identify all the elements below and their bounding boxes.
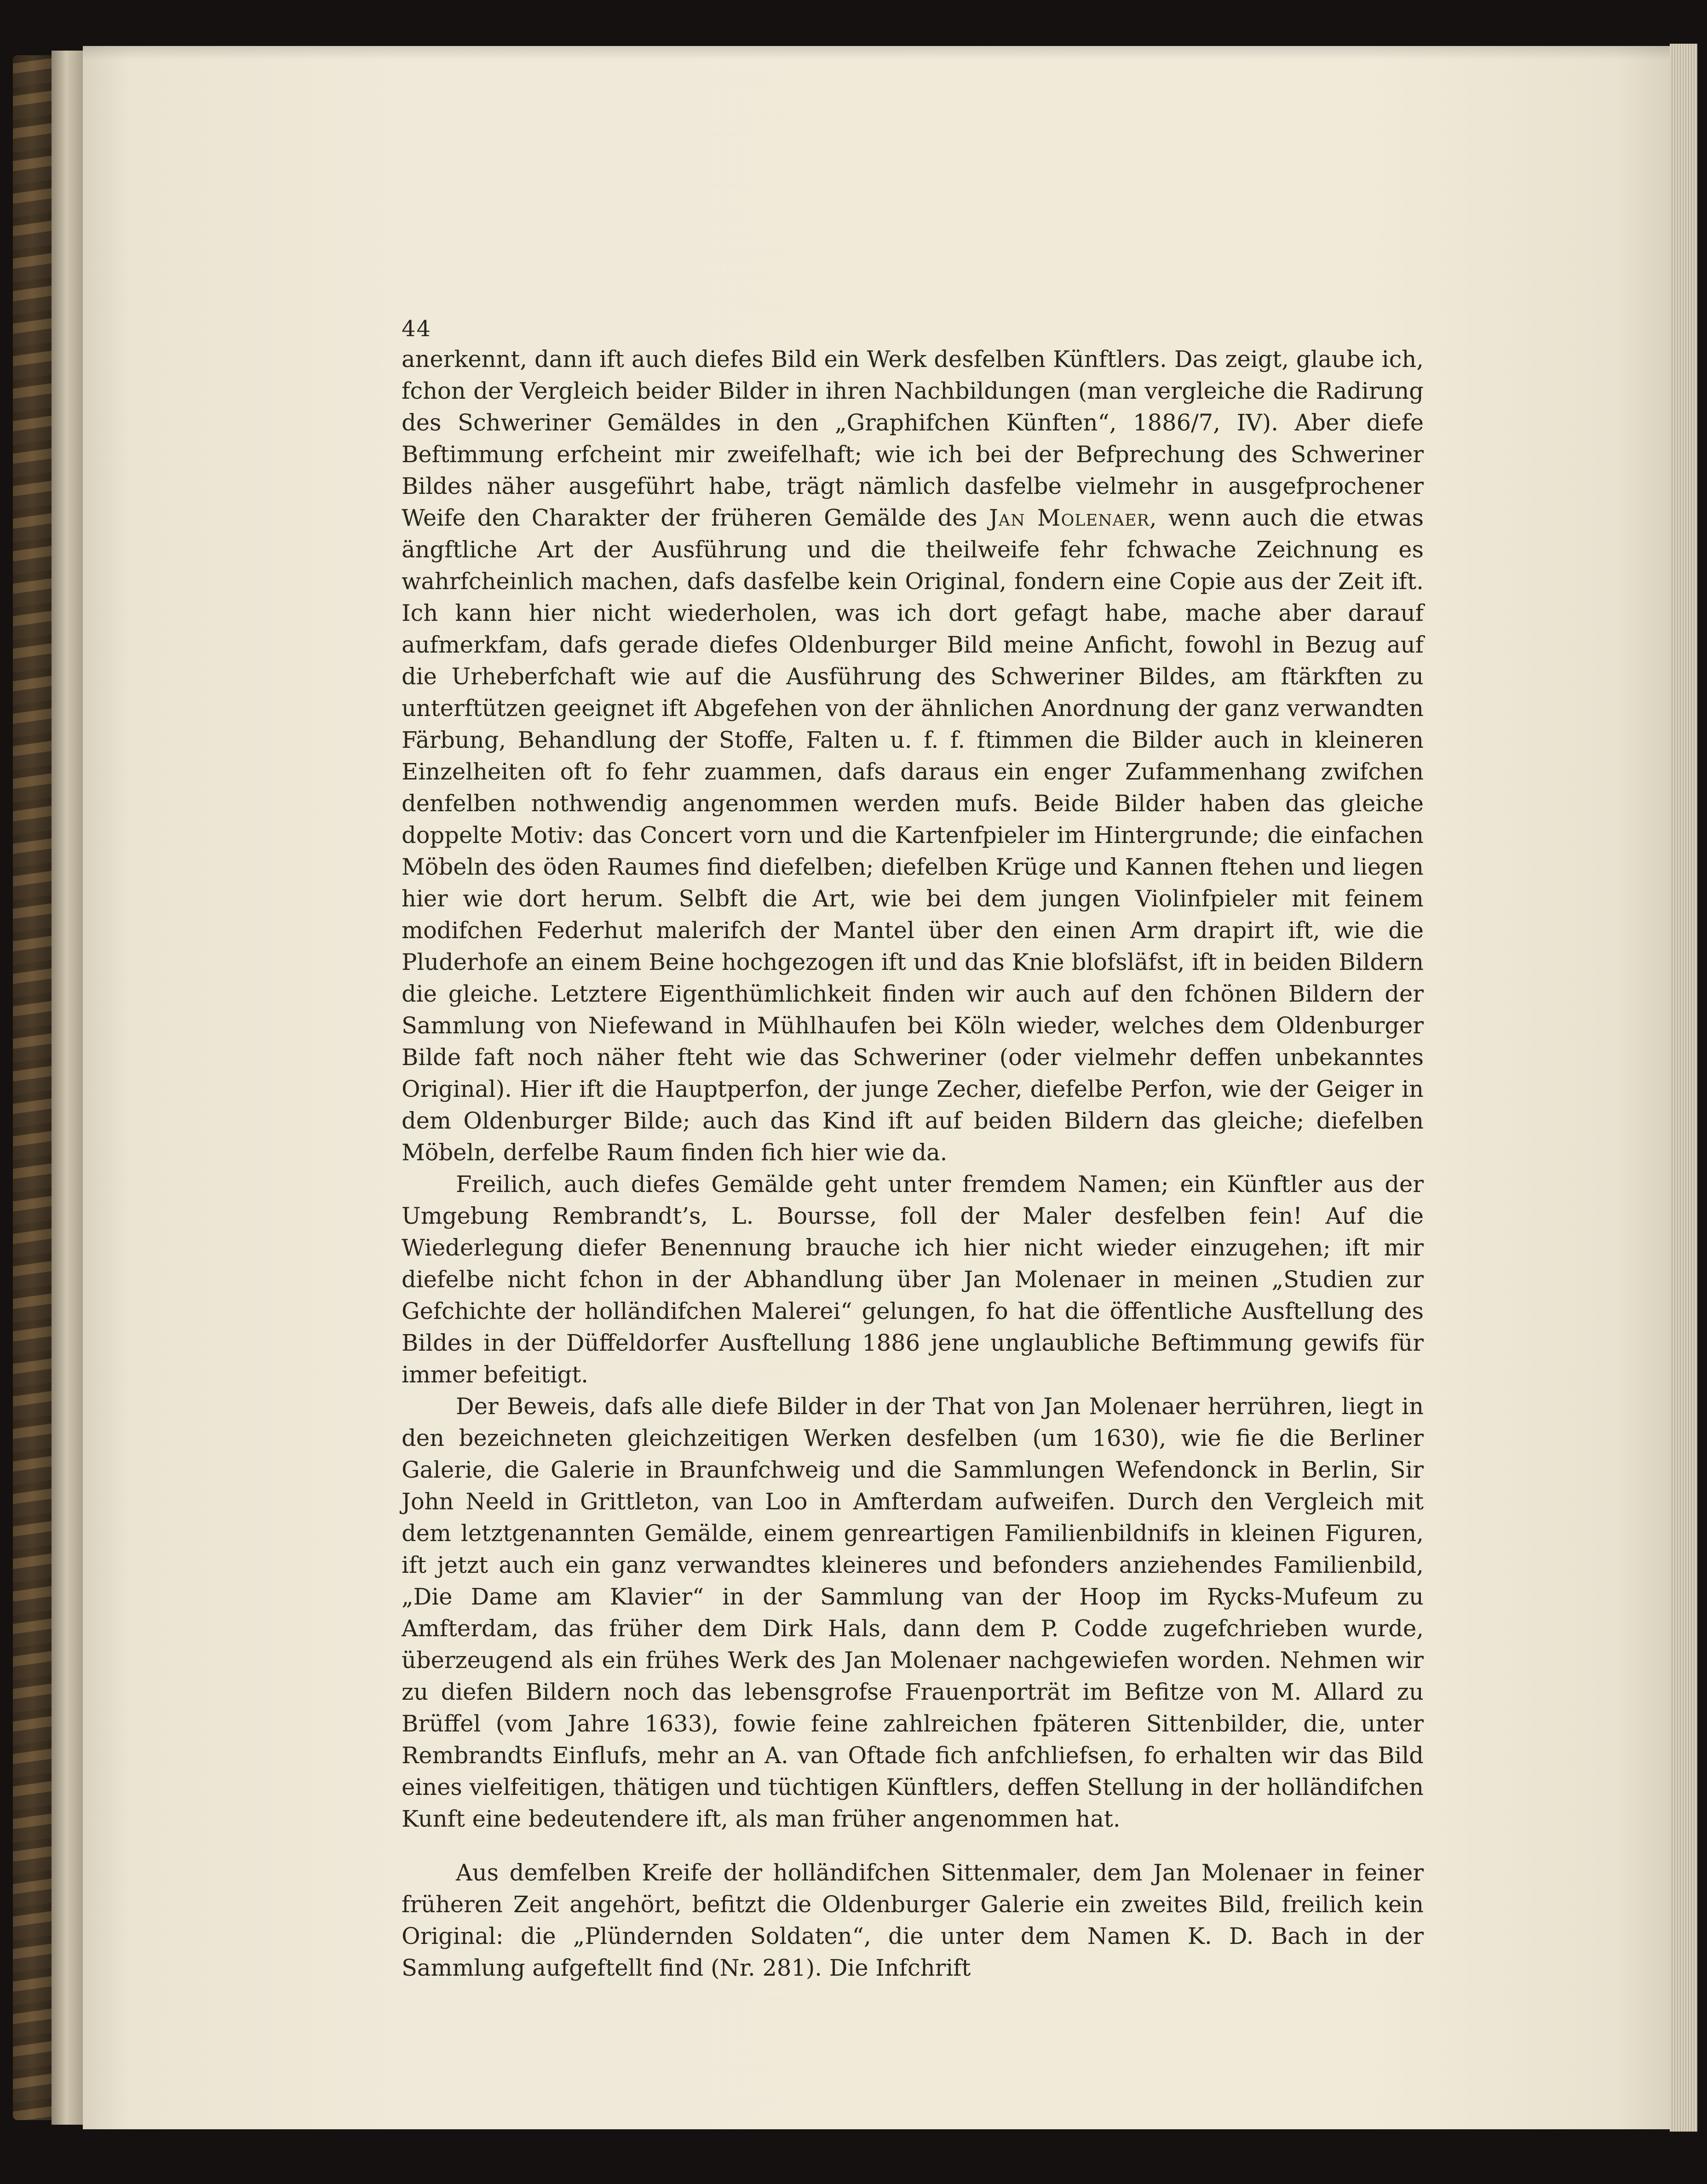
paragraph-1 (402, 344, 1424, 1169)
paragraph-4: Aus demfelben Kreife der holländifchen Sittenmaler, dem Jan Molenaer in feiner früheren Zeit angehört, befitzt die Oldenburger Galerie ein zweites Bild, freilich kein Original: die „Plündernden Soldaten“, die unter dem Namen K. D. Bach in der Sammlung aufgeftellt find (Nr. 281). Die Infchrift (402, 1859, 1424, 1981)
paragraph-1-part-1: anerkennt, dann ift auch diefes Bild ein Werk desfelben Künftlers. Das zeigt, glaube ich, fchon der Vergleich beider Bilder in ihren Nachbildungen (man vergleiche die Radirung des Schweriner Gemäldes in den „Graphifchen Künften“, 1886/7, IV). Aber diefe Beftimmung erfcheint mir zweifelhaft; wie ich bei der Befprechung des Schweriner Bildes näher ausgeführt habe, trägt nämlich dasfelbe vielmehr in ausgefprochener Weife den Charakter der früheren Gemälde des (402, 346, 1424, 531)
paragraph-2: Freilich, auch diefes Gemälde geht unter fremdem Namen; ein Künftler aus der Umgebung Rembrandt’s, L. Boursse, foll der Maler desfelben fein! Auf die Wiederlegung diefer Benennung brauche ich hier nicht wieder einzugehen; ift mir diefelbe nicht fchon in der Abhandlung über Jan Molenaer in meinen „Studien zur Gefchichte der holländifchen Malerei“ gelungen, fo hat die öffentliche Ausftellung des Bildes in der Düffeldorfer Ausftellung 1886 jene unglaubliche Beftimmung gewifs für immer befeitigt. (402, 1171, 1424, 1388)
artist-name-small-caps: Jan Molenaer (989, 504, 1149, 531)
page-number: 44 (402, 316, 432, 342)
section-gap (402, 1835, 1424, 1857)
page-top-shadow (83, 46, 1679, 60)
text-block (402, 315, 1424, 1984)
book-binding (13, 55, 55, 2120)
page-stack-edge (1670, 44, 1697, 2132)
paragraph-3: Der Beweis, dafs alle diefe Bilder in der That von Jan Molenaer herrühren, liegt in den bezeichneten gleichzeitigen Werken desfelben (um 1630), wie fie die Berliner Galerie, die Galerie in Braunfchweig und die Sammlungen Wefendonck in Berlin, Sir John Neeld in Grittleton, van Loo in Amfterdam aufweifen. Durch den Vergleich mit dem letztgenannten Gemälde, einem genreartigen Familienbildnifs in kleinen Figuren, ift jetzt auch ein ganz verwandtes kleineres und befonders anziehendes Familienbild, „Die Dame am Klavier“ in der Sammlung van der Hoop im Rycks-Mufeum zu Amfterdam, das früher dem Dirk Hals, dann dem P. Codde zugefchrieben wurde, überzeugend als ein frühes Werk des Jan Molenaer nachgewiefen worden. Nehmen wir zu diefen Bildern noch das lebensgrofse Frauenporträt im Befitze von M. Allard zu Brüffel (vom Jahre 1633), fowie feine zahlreichen fpäteren Sittenbilder, die, unter Rembrandts Einflufs, mehr an A. van Oftade fich anfchliefsen, fo erhalten wir das Bild eines vielfeitigen, thätigen und tüchtigen Künftlers, deffen Stellung in der holländifchen Kunft eine bedeutendere ift, als man früher angenommen hat. (402, 1393, 1424, 1832)
paragraph-1-part-2: , wenn auch die etwas ängftliche Art der Ausführung und die theilweife fehr fchwache Zeichnung es wahrfcheinlich machen, dafs dasfelbe kein Original, fondern eine Copie aus der Zeit ift. Ich kann hier nicht wiederholen, was ich dort gefagt habe, mache aber darauf aufmerkfam, dafs gerade diefes Oldenburger Bild meine Anficht, fowohl in Bezug auf die Urheberfchaft wie auf die Ausführung des Schweriner Bildes, am ftärkften zu unterftützen geeignet ift Abgefehen von der ähnlichen Anordnung der ganz verwandten Färbung, Behandlung der Stoffe, Falten u. f. f. ftimmen die Bilder auch in kleineren Einzelheiten oft fo fehr zuammen, dafs daraus ein enger Zufammenhang zwifchen denfelben nothwendig angenommen werden mufs. Beide Bilder haben das gleiche doppelte Motiv: das Concert vorn und die Kartenfpieler im Hintergrunde; die einfachen Möbeln des öden Raumes find diefelben; diefelben Krüge und Kannen ftehen und liegen hier wie dort herum. Selbft die Art, wie bei dem jungen Violinfpieler mit feinem modifchen Federhut malerifch der Mantel über den einen Arm drapirt ift, wie die Pluderhofe an einem Beine hochgezogen ift und das Knie blofsläfst, ift in beiden Bildern die gleiche. Letztere Eigenthümlichkeit finden wir auch auf den fchönen Bildern der Sammlung von Niefewand in Mühlhaufen bei Köln wieder, welches dem Oldenburger Bilde faft noch näher fteht wie das Schweriner (oder vielmehr deffen unbekanntes Original). Hier ift die Hauptperfon, der junge Zecher, diefelbe Perfon, wie der Geiger in dem Oldenburger Bilde; auch das Kind ift auf beiden Bildern das gleiche; diefelben Möbeln, derfelbe Raum finden fich hier wie da. (402, 504, 1424, 1166)
